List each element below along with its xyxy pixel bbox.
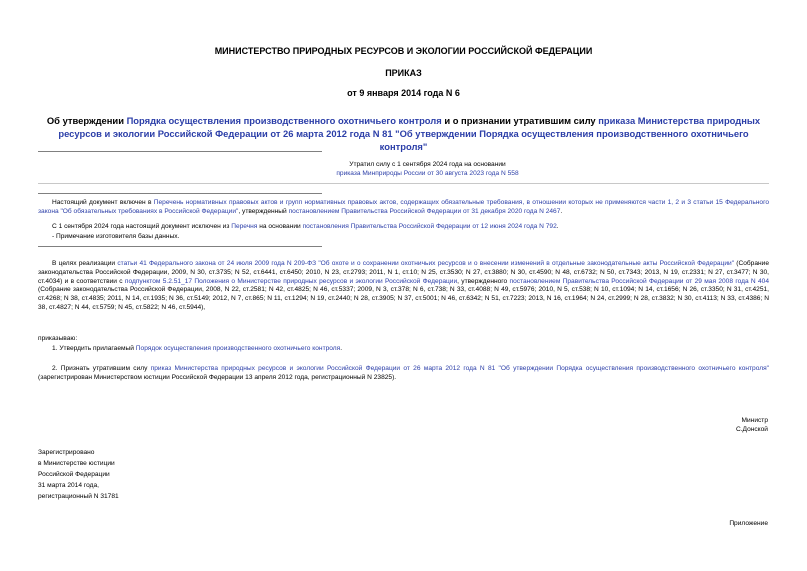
note-link-resolution-792[interactable]: постановления Правительства Российской Федерации от 12 июня 2024 года N 792 — [302, 223, 557, 230]
note-text: Настоящий документ включен в — [52, 199, 154, 206]
order-item-2 — [38, 365, 769, 383]
title-link-procedure[interactable]: Порядка осуществления производственного охотничьего контроля — [126, 115, 442, 126]
link-order-81[interactable]: приказ Министерства природных ресурсов и экологии Российской Федерации от 26 марта 2012 года N 81 "Об утверждении Порядка осуществления производственного охотничьего контроля" — [150, 365, 769, 372]
note-link-resolution-2467[interactable]: постановлением Правительства Российской Федерации от 31 декабря 2020 года N 2467 — [288, 207, 561, 215]
signature-role: Министр — [741, 417, 768, 424]
note-text: на основании — [257, 223, 303, 230]
order-item-1 — [38, 345, 769, 354]
body-text: В целях реализации — [52, 260, 118, 267]
note-link-perechen[interactable]: Перечня — [231, 223, 258, 230]
body-text: (Собрание законодательства Российской Федерации, 2008, N 22, ст.2581; N 42, ст.4825; N 46, ст.5337; 2009, N 3, ст.378; N 6, ст.738; N 33, ст.4088; N 49, ст.5976; 2010, N 5, ст.538; N 10, ст.1094; N 14, ст.1656; N 26, ст.3350; N 31, ст.4251, ст.4268; N 38, ст.4835; 2011, N 14, ст.1935; N 36, ст.5149; 2012, N 7, ст.865; N 11, ст.1294; N 19, ст.2440; N 28, ст.3905; N 37, ст.5001; N 46, ст.6342; N 51, ст.7223; 2013, N 16, ст.1964; N 24, ст.2999; N 28, ст.3832; N 30, ст.4113; N 33, ст.4386; N 38, ст.4827; N 44, ст.5759; N 45, ст.5822; N 46, ст.5944), — [38, 286, 769, 311]
divider — [38, 193, 322, 194]
body-text: (Собрание законодательства Российской Федерации, 2009, N 30, ст.3735; N 52, ст.6441, ст.6450; 2010, N 23, ст.2793; 2011, N 1, ст.10; N 25, ст.3530; N 27, ст.3880; N 30, ст.4590; N 48, ст.6732; N 50, ст.7343; 2013, N 19, ст.2331; N 27, ст.3477; N 30, ст.4034) и в соответствии с — [38, 260, 770, 285]
link-regulation-subparagraph[interactable]: подпунктом 5.2.51_17 Положения о Министерстве природных ресурсов и экологии Российской Федерации — [124, 277, 458, 285]
body-text: 2. Признать утратившим силу — [52, 365, 151, 372]
doc-date: от 9 января 2014 года N 6 — [347, 88, 460, 98]
link-procedure[interactable]: Порядок осуществления производственного охотничьего контроля — [135, 345, 341, 352]
note-list-exclusion — [38, 223, 769, 232]
ministry-heading: МИНИСТЕРСТВО ПРИРОДНЫХ РЕСУРСОВ И ЭКОЛОГИИ РОССИЙСКОЙ ФЕДЕРАЦИИ — [214, 46, 593, 56]
appendix-label: Приложение — [729, 520, 768, 527]
divider — [38, 183, 769, 184]
note-text: С 1 сентября 2024 года настоящий документ исключен из — [52, 223, 232, 230]
registration-line: Российской Федерации — [38, 471, 110, 478]
note-text: . — [560, 207, 563, 215]
divider — [38, 151, 322, 152]
body-text: 1. Утвердить прилагаемый — [52, 345, 136, 352]
body-text: . — [340, 345, 343, 352]
registration-line: в Министерстве юстиции — [38, 460, 115, 467]
note-link-list[interactable]: Перечень нормативных правовых актов и групп нормативных правовых актов, содержащих обязательные требования, в отношении которых не применяются части 1, 2 и 3 статьи 15 Федерального закона "Об обязательных требованиях в Российской Федерации" — [38, 199, 769, 215]
status-link[interactable]: приказа Минприроды России от 30 августа 2023 года N 558 — [336, 169, 519, 177]
title-link-order-81[interactable]: приказа Министерства природных ресурсов и экологии Российской Федерации от 26 марта 2012 года N 81 "Об утверждении Порядка осуществления производственного охотничьего контроля" — [58, 115, 761, 152]
status-note — [300, 161, 555, 179]
status-text: Утратил силу с 1 сентября 2024 года на основании — [349, 161, 506, 168]
body-text: (зарегистрирован Министерством юстиции Российской Федерации 13 апреля 2012 года, регистрационный N 23825). — [38, 373, 397, 381]
registration-line: регистрационный N 31781 — [38, 493, 119, 500]
note-text: , утвержденный — [238, 207, 289, 215]
divider — [38, 246, 322, 247]
order-word: приказываю: — [38, 335, 78, 342]
note-list-inclusion — [38, 199, 769, 217]
signature-block — [736, 417, 768, 435]
registration-line: 31 марта 2014 года, — [38, 482, 99, 489]
doc-type: ПРИКАЗ — [385, 68, 422, 78]
registration-line: Зарегистрировано — [38, 449, 95, 456]
document-title — [36, 114, 771, 153]
link-resolution-404[interactable]: постановлением Правительства Российской Федерации от 29 мая 2008 года N 404 — [509, 277, 769, 285]
signature-name: С.Донской — [735, 425, 768, 433]
preamble-paragraph — [38, 260, 769, 313]
title-text: Об утверждении — [46, 115, 127, 126]
registration-block — [38, 447, 119, 502]
link-law-209fz[interactable]: статьи 41 Федерального закона от 24 июля 2009 года N 209-ФЗ "Об охоте и о сохранении охотничьих ресурсов и о внесении изменений в отдельные законодательные акты Российской Федерации" — [117, 260, 735, 267]
note-db-maker: - Примечание изготовителя базы данных. — [52, 233, 180, 240]
title-text: и о признании утратившим силу — [441, 115, 599, 126]
body-text: , утвержденного — [457, 277, 510, 285]
note-text: . — [556, 223, 559, 230]
